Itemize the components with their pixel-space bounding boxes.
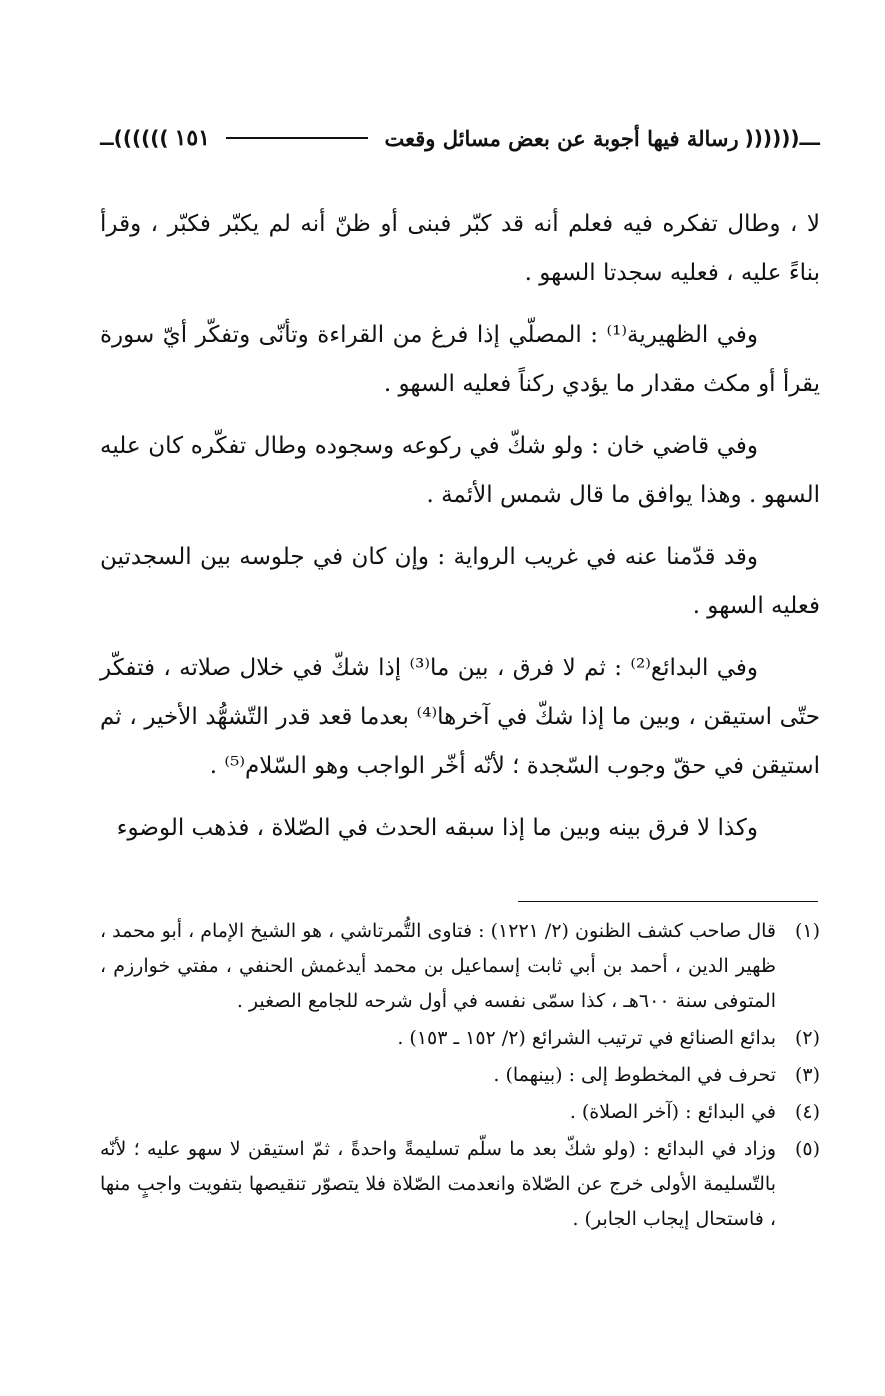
- footnote-number: (٢): [794, 1027, 820, 1049]
- body-text: [100, 200, 820, 866]
- footnote-number: (٣): [794, 1064, 820, 1086]
- paragraph: وكذا لا فرق بينه وبين ما إذا سبقه الحدث في الصّلاة ، فذهب الوضوء: [116, 815, 758, 841]
- footnote-text: قال صاحب كشف الظنون (٢/ ١٢٢١) : فتاوى التُّمرتاشي ، هو الشيخ الإمام ، أبو محمد ، ظهير الدين ، أحمد بن أبي ثابت إسماعيل بن محمد أيدغمش الحنفي ، مفتي خوارزم ، المتوفى سنة ٦٠٠هـ ، كذا سمّى نفسه في أول شرحه للجامع الصغير .: [100, 920, 776, 1012]
- header-title: رسالة فيها أجوبة عن بعض مسائل وقعت: [384, 125, 739, 151]
- header-rule: [226, 137, 369, 139]
- footnote: [100, 1132, 820, 1237]
- footnote-separator: [518, 901, 818, 902]
- header-ornament-right: ـــ((((((: [744, 126, 820, 150]
- paragraph: لا ، وطال تفكره فيه فعلم أنه قد كبّر فبنى أو ظنّ أنه لم يكبّر فكبّر ، وقرأ بناءً عليه ، فعليه سجدتا السهو .: [100, 211, 820, 286]
- header-ornament-left: ))))))ــ: [100, 126, 169, 150]
- paragraph: وقد قدّمنا عنه في غريب الرواية : وإن كان في جلوسه بين السجدتين فعليه السهو .: [100, 544, 820, 619]
- footnote: [100, 1058, 820, 1093]
- footnote-text: في البدائع : (آخر الصلاة) .: [569, 1101, 776, 1123]
- footnote-text: تحرف في المخطوط إلى : (بينهما) .: [493, 1064, 776, 1086]
- footnote: [100, 914, 820, 1019]
- footnote: [100, 1021, 820, 1056]
- footnote-number: (١): [794, 920, 820, 942]
- paragraph: وفي قاضي خان : ولو شكّ في ركوعه وسجوده وطال تفكّره كان عليه السهو . وهذا يوافق ما قال شمس الأئمة .: [100, 433, 820, 508]
- paragraph: وفي الظهيرية⁽¹⁾ : المصلّي إذا فرغ من القراءة وتأنّى وتفكّر أيّ سورة يقرأ أو مكث مقدار ما يؤدي ركناً فعليه السهو .: [100, 322, 820, 397]
- footnotes: [100, 914, 820, 1239]
- footnote-number: (٥): [794, 1138, 820, 1160]
- running-header: [100, 118, 820, 158]
- footnote-number: (٤): [794, 1101, 820, 1123]
- footnote-text: وزاد في البدائع : (ولو شكّ بعد ما سلّم تسليمةً واحدةً ، ثمّ استيقن لا سهو عليه ؛ لأنّه بالتّسليمة الأولى خرج عن الصّلاة وانعدمت الصّلاة فلا يتصوّر تنقيصها بتفويت واجبٍ منها ، فاستحال إيجاب الجابر) .: [100, 1138, 776, 1230]
- paragraph: وفي البدائع⁽²⁾ : ثم لا فرق ، بين ما⁽³⁾ إذا شكّ في خلال صلاته ، فتفكّر حتّى استيقن ، وبين ما إذا شكّ في آخرها⁽⁴⁾ بعدما قعد قدر التّشهُّد الأخير ، ثم استيقن في حقّ وجوب السّجدة ؛ لأنّه أخّر الواجب وهو السّلام⁽⁵⁾ .: [100, 655, 820, 779]
- footnote: [100, 1095, 820, 1130]
- page-number: ١٥١: [174, 125, 210, 151]
- footnote-text: بدائع الصنائع في ترتيب الشرائع (٢/ ١٥٢ ـ ١٥٣) .: [397, 1027, 776, 1049]
